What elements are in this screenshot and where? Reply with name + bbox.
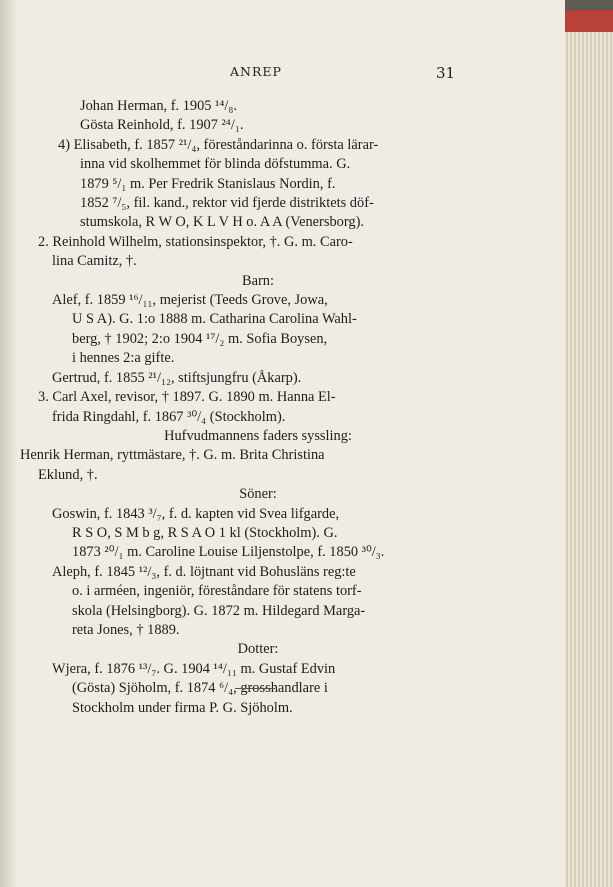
text-line: i hennes 2:a gifte. <box>72 350 175 367</box>
section-heading: Hufvudmannens faders syssling: <box>164 427 352 444</box>
text-line: Eklund, †. <box>38 466 98 483</box>
text-line: Goswin, f. 1843 ³/₇, f. d. kapten vid Svea lifgarde, <box>52 505 340 522</box>
text-line: skola (Helsingborg). G. 1872 m. Hildegard Marga- <box>72 602 366 619</box>
text-line: Stockholm under firma P. G. Sjöholm. <box>72 699 293 716</box>
text-line: 1879 ⁵/₁ m. Per Fredrik Stanislaus Nordin, f. <box>80 175 336 192</box>
text-line: lina Camitz, †. <box>52 253 137 270</box>
page-number: 31 <box>436 64 456 82</box>
text-line: 1873 ²⁰/₁ m. Caroline Louise Liljenstolpe, f. 1850 ³⁰/₃. <box>72 544 385 561</box>
running-head: ANREP <box>230 64 282 79</box>
text-line: stumskola, R W O, K L V H o. A A (Venersborg). <box>80 214 364 231</box>
text-line: Wjera, f. 1876 ¹³/₇. G. 1904 ¹⁴/₁₁ m. Gustaf Edvin <box>52 660 336 677</box>
text-line: U S A). G. 1:o 1888 m. Catharina Carolina Wahl- <box>72 311 357 328</box>
text-line: Henrik Herman, ryttmästare, †. G. m. Brita Christina <box>20 447 325 464</box>
text-line: 3. Carl Axel, revisor, † 1897. G. 1890 m. Hanna El- <box>38 389 336 406</box>
section-heading: Dotter: <box>237 641 279 658</box>
text-line: Johan Herman, f. 1905 ¹⁴/₈. <box>80 98 238 114</box>
text-line: (Gösta) Sjöholm, f. 1874 ⁶/₄, grosshandlare i <box>72 680 328 697</box>
genealogy-text <box>20 97 478 718</box>
gutter-shadow <box>0 0 18 887</box>
text-line: 4) Elisabeth, f. 1857 ²¹/₄, föreståndarinna o. första lärar- <box>58 136 379 153</box>
text-line: berg, † 1902; 2:o 1904 ¹⁷/₂ m. Sofia Boysen, <box>72 330 328 347</box>
section-heading: Söner: <box>239 486 277 503</box>
text-line: Alef, f. 1859 ¹⁶/₁₁, mejerist (Teeds Grove, Jowa, <box>52 292 328 309</box>
text-line: Gertrud, f. 1855 ²¹/₁₂, stiftsjungfru (Åkarp). <box>52 369 302 386</box>
text-line: inna vid skolhemmet för blinda döfstumma. G. <box>80 156 351 173</box>
text-line: R S O, S M b g, R S A O 1 kl (Stockholm). G. <box>72 524 338 541</box>
text-line: Gösta Reinhold, f. 1907 ²⁴/₁. <box>80 117 244 134</box>
text-line: 2. Reinhold Wilhelm, stationsinspektor, †. G. m. Caro- <box>38 233 353 250</box>
text-line: o. i arméen, ingeniör, föreståndare för statens torf- <box>72 583 362 600</box>
text-line: frida Ringdahl, f. 1867 ³⁰/₄ (Stockholm). <box>52 408 286 425</box>
book-fore-edge <box>560 10 613 887</box>
section-divider <box>235 688 275 689</box>
section-heading: Barn: <box>242 272 274 289</box>
text-line: Aleph, f. 1845 ¹²/₃, f. d. löjtnant vid Bohusläns reg:te <box>52 563 356 580</box>
text-line: reta Jones, † 1889. <box>72 621 180 638</box>
red-edge-stripe <box>560 10 613 32</box>
text-line: 1852 ⁷/₅, fil. kand., rektor vid fjerde distriktets döf- <box>80 195 374 212</box>
